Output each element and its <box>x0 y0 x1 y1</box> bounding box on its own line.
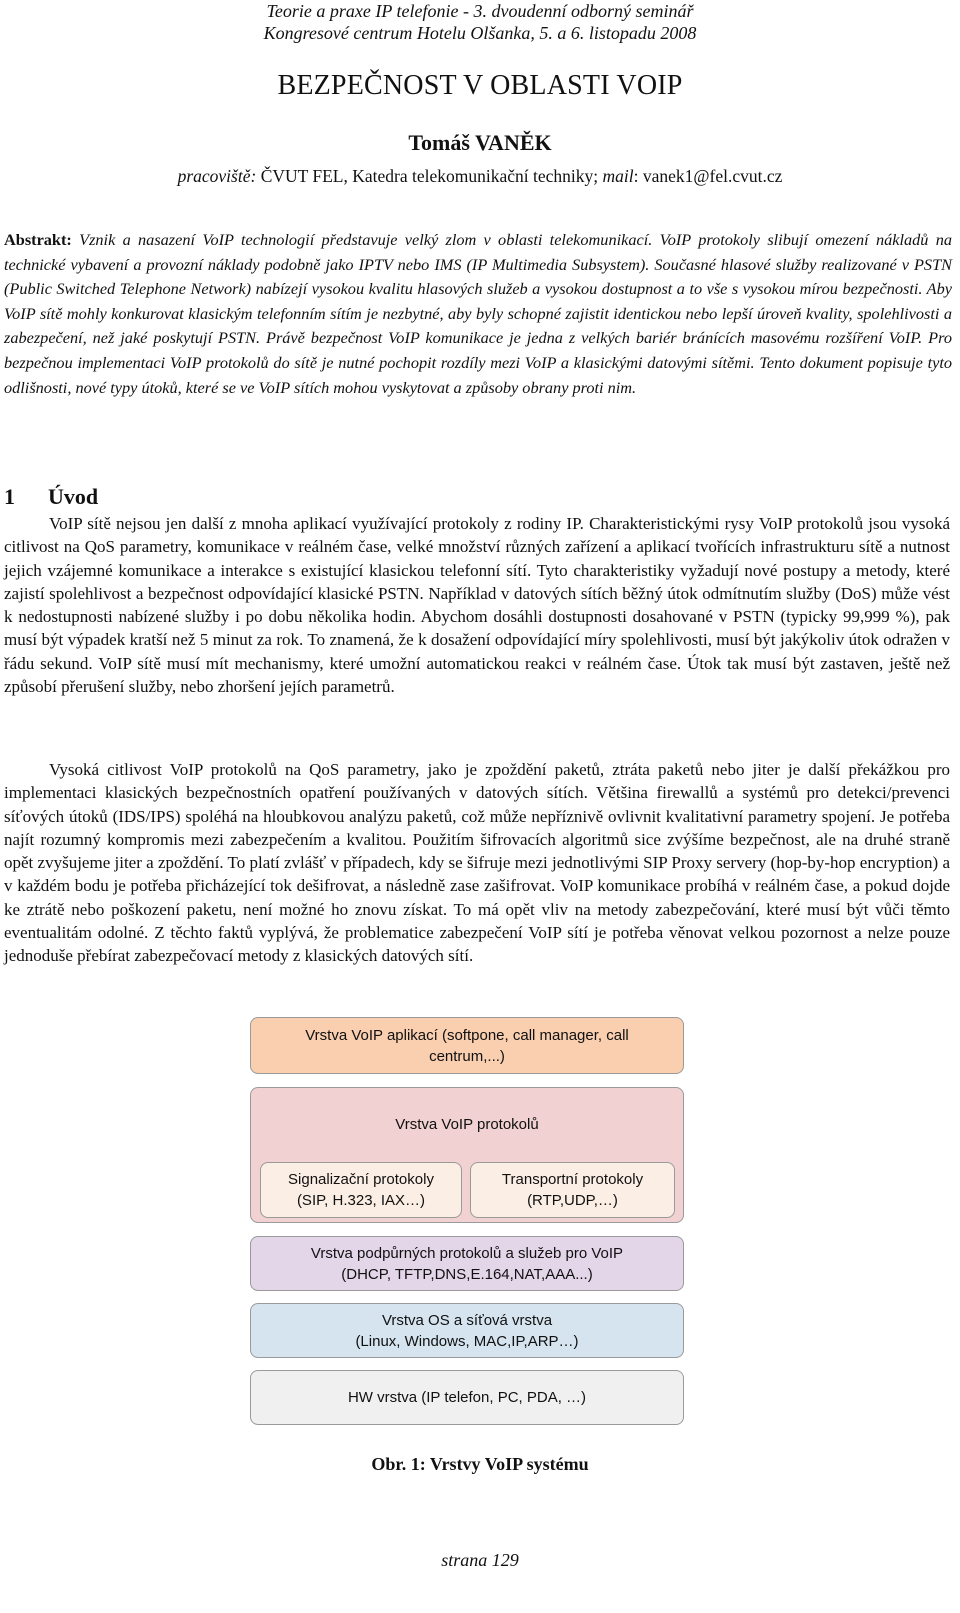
diagram-transport-protocols <box>470 1162 675 1218</box>
affiliation <box>0 166 960 187</box>
diagram-os-layer <box>250 1303 684 1358</box>
conference-header-line1: Teorie a praxe IP telefonie - 3. dvoudenní odborný seminář <box>266 1 694 21</box>
abstract-text: Vznik a nasazení VoIP technologií představuje velký zlom v oblasti telekomunikací. VoIP protokoly slibují omezení nákladů na technické vybavení a provozní náklady podobně jako IPTV nebo IMS (IP Multimedia Subsystem). Současné hlasové služby realizované v PSTN (Public Switched Telephone Network) nabízejí vysokou kvalitu hlasových služeb a vysokou dostupnost a to vše s vysokou mírou bezpečnosti. Aby VoIP sítě mohly konkurovat klasickým telefonním sítím je nezbytné, aby byly schopné zajistit identickou nebo lepší úroveň kvality, spolehlivosti a zabezpečení, než jaké poskytují PSTN. Právě bezpečnost VoIP komunikace je jedna z velkých bariér bránících masovému rozšíření VoIP. Pro bezpečnou implementaci VoIP protokolů do sítě je nutné pochopit rozdíly mezi VoIP a klasickými datovými sítěmi. Tento dokument popisuje tyto odlišnosti, nové typy útoků, které se ve VoIP sítích mohou vyskytovat a způsoby obrany proti nim. <box>4 230 952 397</box>
diagram-hw-layer <box>250 1370 684 1425</box>
support-line1: Vrstva podpůrných protokolů a služeb pro VoIP <box>310 1244 624 1262</box>
paragraph-2: Vysoká citlivost VoIP protokolů na QoS parametry, jako je zpoždění paketů, ztráta paketů nebo jiter je další překážkou pro implementaci klasických bezpečnostních opatření používaných v datových sítích. Většina firewallů a systémů pro detekci/prevenci síťových útoků (IDS/IPS) spoléhá na hloubkovou analýzu paketů, což může nepříznivě ovlivnit kvalitativní parametry spojení. Je potřeba najít rozumný kompromis mezi zabezpečením a kvalitou. Použitím šifrovacích algoritmů sice zvýšíme bezpečnost, ale na druhé straně opět zvyšujeme jiter a zpoždění. To platí zvlášť v případech, kdy se šifruje mezi jednotlivými SIP Proxy servery (hop-by-hop encryption) a v každém bodu je potřeba přicházející tok dešifrovat, a následně zase zašifrovat. VoIP komunikace probíhá v reálném čase, a pokud dojde ke ztrátě nebo poškození paketu, není možné ho znovu získat. To má opět vliv na metody zabezpečování, které musí být vůči těmto eventualitám odolné. Z těchto faktů vyplývá, že problematice zabezpečení VoIP sítí je potřeba věnovat velkou pozornost a nelze pouze jednoduše přebírat zabezpečovací metody z klasických datových sítí. <box>4 760 950 966</box>
mail-text: : vanek1@fel.cvut.cz <box>633 166 783 186</box>
workplace-label: pracoviště: <box>177 166 257 186</box>
os-line2: (Linux, Windows, MAC,IP,ARP…) <box>355 1332 579 1350</box>
diagram-support-layer <box>250 1236 684 1291</box>
abstract <box>4 228 952 400</box>
page-number: strana 129 <box>441 1550 519 1570</box>
transport-line1: Transportní protokoly <box>501 1171 644 1188</box>
diagram-signaling-protocols <box>260 1162 462 1218</box>
signaling-line1: Signalizační protokoly <box>288 1171 434 1188</box>
section-number: 1 <box>4 484 15 509</box>
signaling-line2: (SIP, H.323, IAX…) <box>296 1192 426 1209</box>
paper-title: BEZPEČNOST V OBLASTI VOIP <box>277 70 683 101</box>
protocol-layer-title: Vrstva VoIP protokolů <box>395 1116 539 1133</box>
conference-header-line2: Kongresové centrum Hotelu Olšanka, 5. a 6. listopadu 2008 <box>263 23 697 43</box>
abstract-label: Abstrakt: <box>4 230 72 249</box>
figure-caption: Obr. 1: Vrstvy VoIP systému <box>371 1454 589 1474</box>
os-line1: Vrstva OS a síťová vrstva <box>381 1311 553 1329</box>
author-name: Tomáš VANĚK <box>408 130 552 155</box>
paragraph-1: VoIP sítě nejsou jen další z mnoha aplikací využívající protokoly z rodiny IP. Charakteristickými rysy VoIP protokolů jsou vysoká citlivost na QoS parametry, komunikace v reálném čase, velké množství různých zařízení a aplikací tvořících infrastrukturu sítě a nutnost jejich vzájemné komunikace a interakce s existující klasickou telefonní sítí. Tyto charakteristiky vyžadují nové postupy a metody, které zajistí spolehlivost a bezpečnost odpovídající klasické PSTN. Například v datových sítích běžný útok odmítnutím služby (DoS) může vést k nedostupnosti nabízené služby i po dobu několika hodin. Abychom dosáhli dostupnosti dosahované v PSTN (typicky 99,999 %), pak musí být výpadek kratší než 5 minut za rok. To znamená, že k dosažení odpovídající míry spolehlivosti, musí být jakýkoliv útok odražen v řádu sekund. VoIP sítě musí mít mechanismy, které umožní automatickou reakci v reálném čase. Útok tak musí být zastaven, ještě než způsobí přerušení služby, nebo zhoršení jejích parametrů. <box>4 514 950 697</box>
diagram-app-layer <box>250 1017 684 1074</box>
section-title: Úvod <box>48 484 99 509</box>
workplace-text: ČVUT FEL, Katedra telekomunikační techniky; <box>256 166 603 186</box>
mail-label: mail <box>602 166 634 186</box>
app-layer-line2: centrum,...) <box>429 1047 505 1065</box>
app-layer-line1: Vrstva VoIP aplikací (softpone, call manager, call <box>305 1026 629 1044</box>
support-line2: (DHCP, TFTP,DNS,E.164,NAT,AAA...) <box>341 1265 593 1283</box>
section-heading <box>4 484 98 510</box>
hw-layer-label: HW vrstva (IP telefon, PC, PDA, …) <box>347 1389 587 1406</box>
transport-line2: (RTP,UDP,…) <box>527 1192 618 1209</box>
